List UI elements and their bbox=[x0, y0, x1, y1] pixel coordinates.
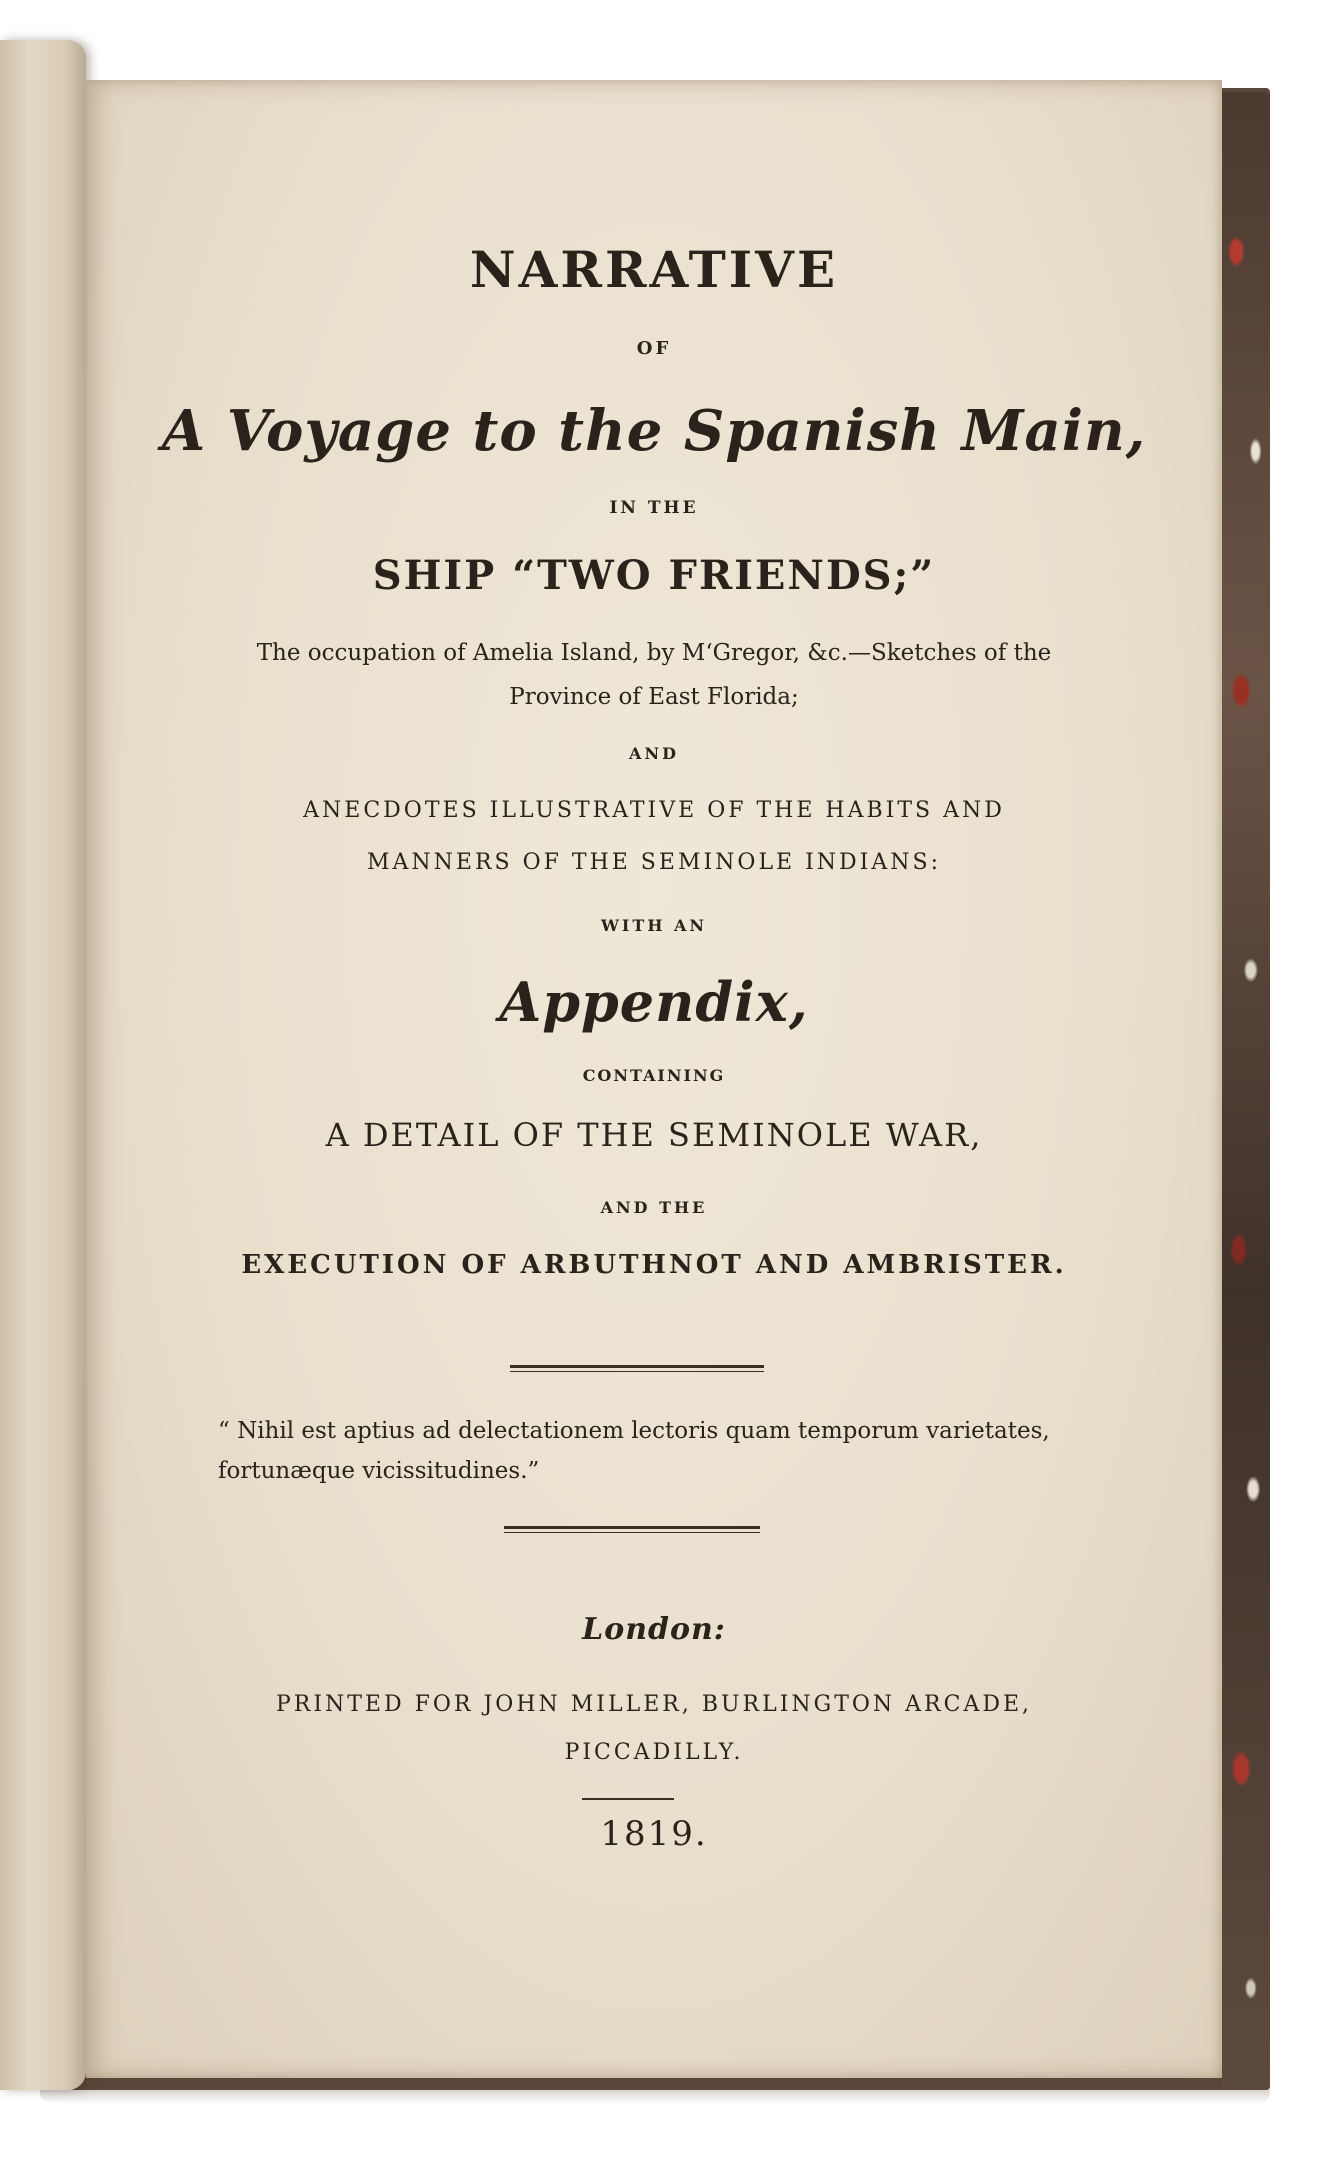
ornamental-rule-bottom bbox=[504, 1526, 760, 1533]
marbled-endpaper-edge bbox=[1222, 92, 1270, 2088]
detail-line: A DETAIL OF THE SEMINOLE WAR, bbox=[325, 1116, 983, 1154]
ornamental-rule-top bbox=[510, 1365, 764, 1372]
with-an-line: WITH AN bbox=[600, 916, 708, 935]
of-line: OF bbox=[636, 338, 672, 359]
printer-line-2: PICCADILLY. bbox=[564, 1740, 744, 1765]
title-page bbox=[86, 80, 1222, 2078]
appendix: Appendix, bbox=[499, 970, 809, 1034]
containing-line: CONTAINING bbox=[582, 1066, 726, 1085]
imprint-year: 1819. bbox=[600, 1814, 708, 1854]
title: NARRATIVE bbox=[469, 240, 839, 299]
imprint-place: London: bbox=[582, 1612, 726, 1647]
and-the-line: AND THE bbox=[600, 1198, 708, 1217]
in-the-line: IN THE bbox=[609, 498, 699, 518]
subtitle: A Voyage to the Spanish Main, bbox=[161, 398, 1147, 464]
occupation-line-1: The occupation of Amelia Island, by M‘Gregor, &c.—Sketches of the bbox=[256, 640, 1052, 666]
anecdotes-line-1: ANECDOTES ILLUSTRATIVE OF THE HABITS AND bbox=[303, 798, 1005, 823]
short-rule bbox=[582, 1798, 674, 1800]
printer-line-1: PRINTED FOR JOHN MILLER, BURLINGTON ARCADE, bbox=[275, 1692, 1033, 1717]
execution-line: EXECUTION OF ARBUTHNOT AND AMBRISTER. bbox=[241, 1250, 1067, 1280]
occupation-line-2: Province of East Florida; bbox=[509, 684, 799, 710]
facing-page-edge bbox=[0, 40, 86, 2090]
epigraph-line-1: “ Nihil est aptius ad delectationem lectoris quam temporum varietates, bbox=[218, 1418, 1050, 1444]
anecdotes-line-2: MANNERS OF THE SEMINOLE INDIANS: bbox=[367, 850, 941, 875]
ship-line: SHIP “TWO FRIENDS;” bbox=[372, 552, 936, 599]
epigraph-line-2: fortunæque vicissitudines.” bbox=[218, 1458, 540, 1484]
and-line: AND bbox=[629, 744, 679, 763]
